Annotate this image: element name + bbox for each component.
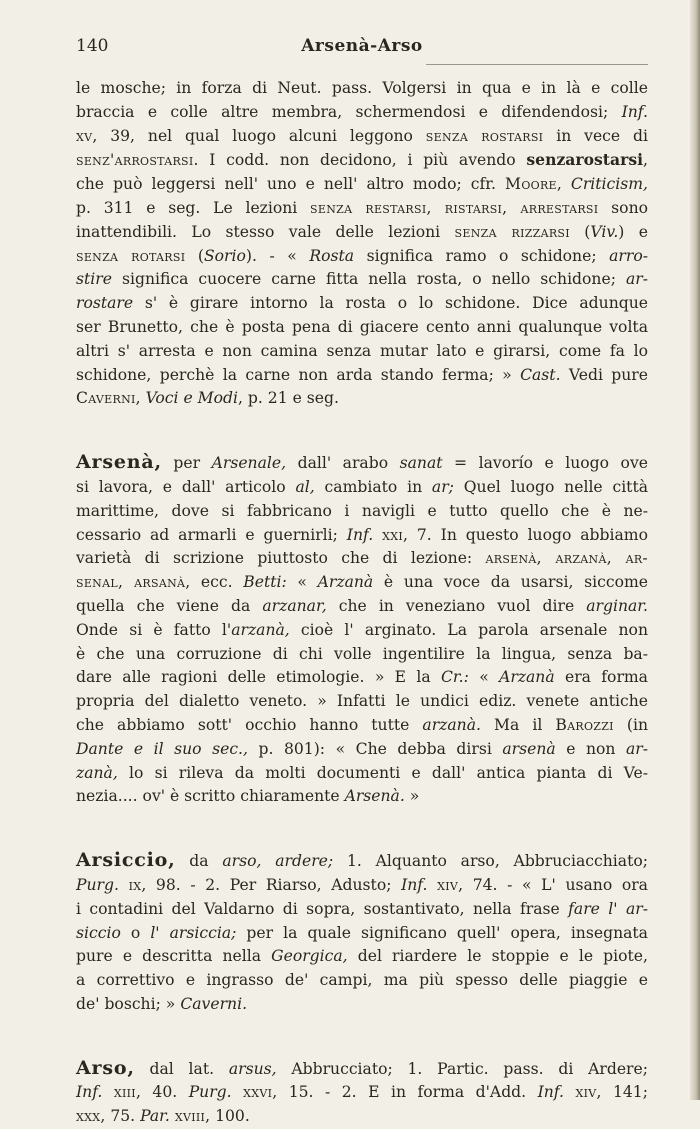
text-line: quella che viene da arzanar, che in veneziano vuol dire arginar. xyxy=(76,596,648,615)
text-line: che abbiamo sott' occhio hanno tutte arzanà. Ma il Barozzi (in xyxy=(76,715,648,734)
running-title: Arsenà-Arso xyxy=(301,36,423,56)
entry-arsiccio xyxy=(76,849,648,1017)
text-line: Inf. xiii, 40. Purg. xxvi, 15. - 2. E in forma d'Add. Inf. xiv, 141; xyxy=(76,1083,648,1102)
text-line: senza rotarsi (Sorio). - « Rosta significa ramo o schidone; arro- xyxy=(76,246,648,265)
text-line: si lavora, e dall' articolo al, cambiato in ar; Quel luogo nelle città xyxy=(76,477,649,496)
text-line: marittime, dove si fabbricano i navigli e tutto quello che è ne- xyxy=(76,501,648,520)
text-line: Dante e il suo sec., p. 801): « Che debba dirsi arsenà e non ar- xyxy=(76,739,648,758)
text-line: varietà di scrizione piuttosto che di lezione: arsenà, arzanà, ar- xyxy=(76,549,648,568)
text-line: dare alle ragioni delle etimologie. » E la Cr.: « Arzanà era forma xyxy=(76,668,648,687)
dictionary-text xyxy=(76,77,648,1129)
page-edge-shadow xyxy=(690,0,700,1100)
text-line: stire significa cuocere carne fitta nella rosta, o nello schidone; ar- xyxy=(76,270,648,289)
text-line: schidone, perchè la carne non arda stando ferma; » Cast. Vedi pure xyxy=(76,365,648,384)
text-line: siccio o l' arsiccia; per la quale significano quell' opera, insegnata xyxy=(76,923,648,942)
text-line: braccia e colle altre membra, schermendosi e difendendosi; Inf. xyxy=(76,102,648,121)
page-header xyxy=(76,36,648,64)
entry-gap xyxy=(76,1017,648,1057)
text-line: Arsiccio, da arso, ardere; 1. Alquanto arso, Abbruciacchiato; xyxy=(76,849,648,872)
text-line: propria del dialetto veneto. » Infatti le undici ediz. venete antiche xyxy=(76,692,648,711)
text-line: le mosche; in forza di Neut. pass. Volgersi in qua e in là e colle xyxy=(76,79,648,97)
text-line: senz'arrostarsi. I codd. non decidono, i più avendo senzarostarsi, xyxy=(76,150,648,170)
text-line: altri s' arresta e non camina senza mutar lato e girarsi, come fa lo xyxy=(76,341,648,360)
entry-arsena xyxy=(76,451,648,809)
text-line: è che una corruzione di chi volle ingentilire la lingua, senza ba- xyxy=(76,644,648,663)
text-line: Purg. ix, 98. - 2. Per Riarso, Adusto; Inf. xiv, 74. - « L' usano ora xyxy=(76,875,648,894)
text-line: zanà, lo si rileva da molti documenti e dall' antica pianta di Ve- xyxy=(76,763,648,782)
entry-arso xyxy=(76,1057,648,1129)
text-line: xv, 39, nel qual luogo alcuni leggono senza rostarsi in vece di xyxy=(76,126,648,145)
text-line: cessario ad armarli e guernirli; Inf. xxi, 7. In questo luogo abbiamo xyxy=(76,525,648,544)
entry-gap xyxy=(76,411,648,451)
text-line: xxx, 75. Par. xviii, 100. xyxy=(76,1107,250,1126)
header-rule xyxy=(426,64,648,65)
text-line: senal, arsanà, ecc. Betti: « Arzanà è una voce da usarsi, siccome xyxy=(76,573,648,592)
text-line: che può leggersi nell' uno e nell' altro modo; cfr. Moore, Criticism, xyxy=(76,175,648,194)
page-number: 140 xyxy=(76,36,109,56)
text-line: nezia.... ov' è scritto chiaramente Arsenà. » xyxy=(76,787,420,806)
text-line: ser Brunetto, che è posta pena di giacere cento anni qualunque volta xyxy=(76,317,648,336)
text-line: de' boschi; » Caverni. xyxy=(76,994,248,1013)
text-line: a correttivo e ingrasso de' campi, ma più spesso delle piaggie e xyxy=(76,971,648,990)
text-line: Caverni, Voci e Modi, p. 21 e seg. xyxy=(76,389,339,408)
text-line: pure e descritta nella Georgica, del riardere le stoppie e le piote, xyxy=(76,947,648,966)
text-line: i contadini del Valdarno di sopra, sostantivato, nella frase fare l' ar- xyxy=(76,899,648,918)
text-line: Onde si è fatto l'arzanà, cioè l' arginato. La parola arsenale non xyxy=(76,620,648,639)
text-line: p. 311 e seg. Le lezioni senza restarsi, ristarsi, arrestarsi sono xyxy=(76,198,648,217)
text-line: Arso, dal lat. arsus, Abbrucciato; 1. Partic. pass. di Ardere; xyxy=(76,1056,648,1079)
text-line: rostare s' è girare intorno la rosta o lo schidone. Dice adunque xyxy=(76,294,648,313)
entry-gap xyxy=(76,809,648,849)
text-line: Arsenà, per Arsenale, dall' arabo sanat = lavorío e luogo ove xyxy=(76,451,648,474)
text-line: inattendibili. Lo stesso vale delle lezioni senza rizzarsi (Viv.) e xyxy=(76,222,648,241)
entry-rostarsi-continuation xyxy=(76,77,648,411)
